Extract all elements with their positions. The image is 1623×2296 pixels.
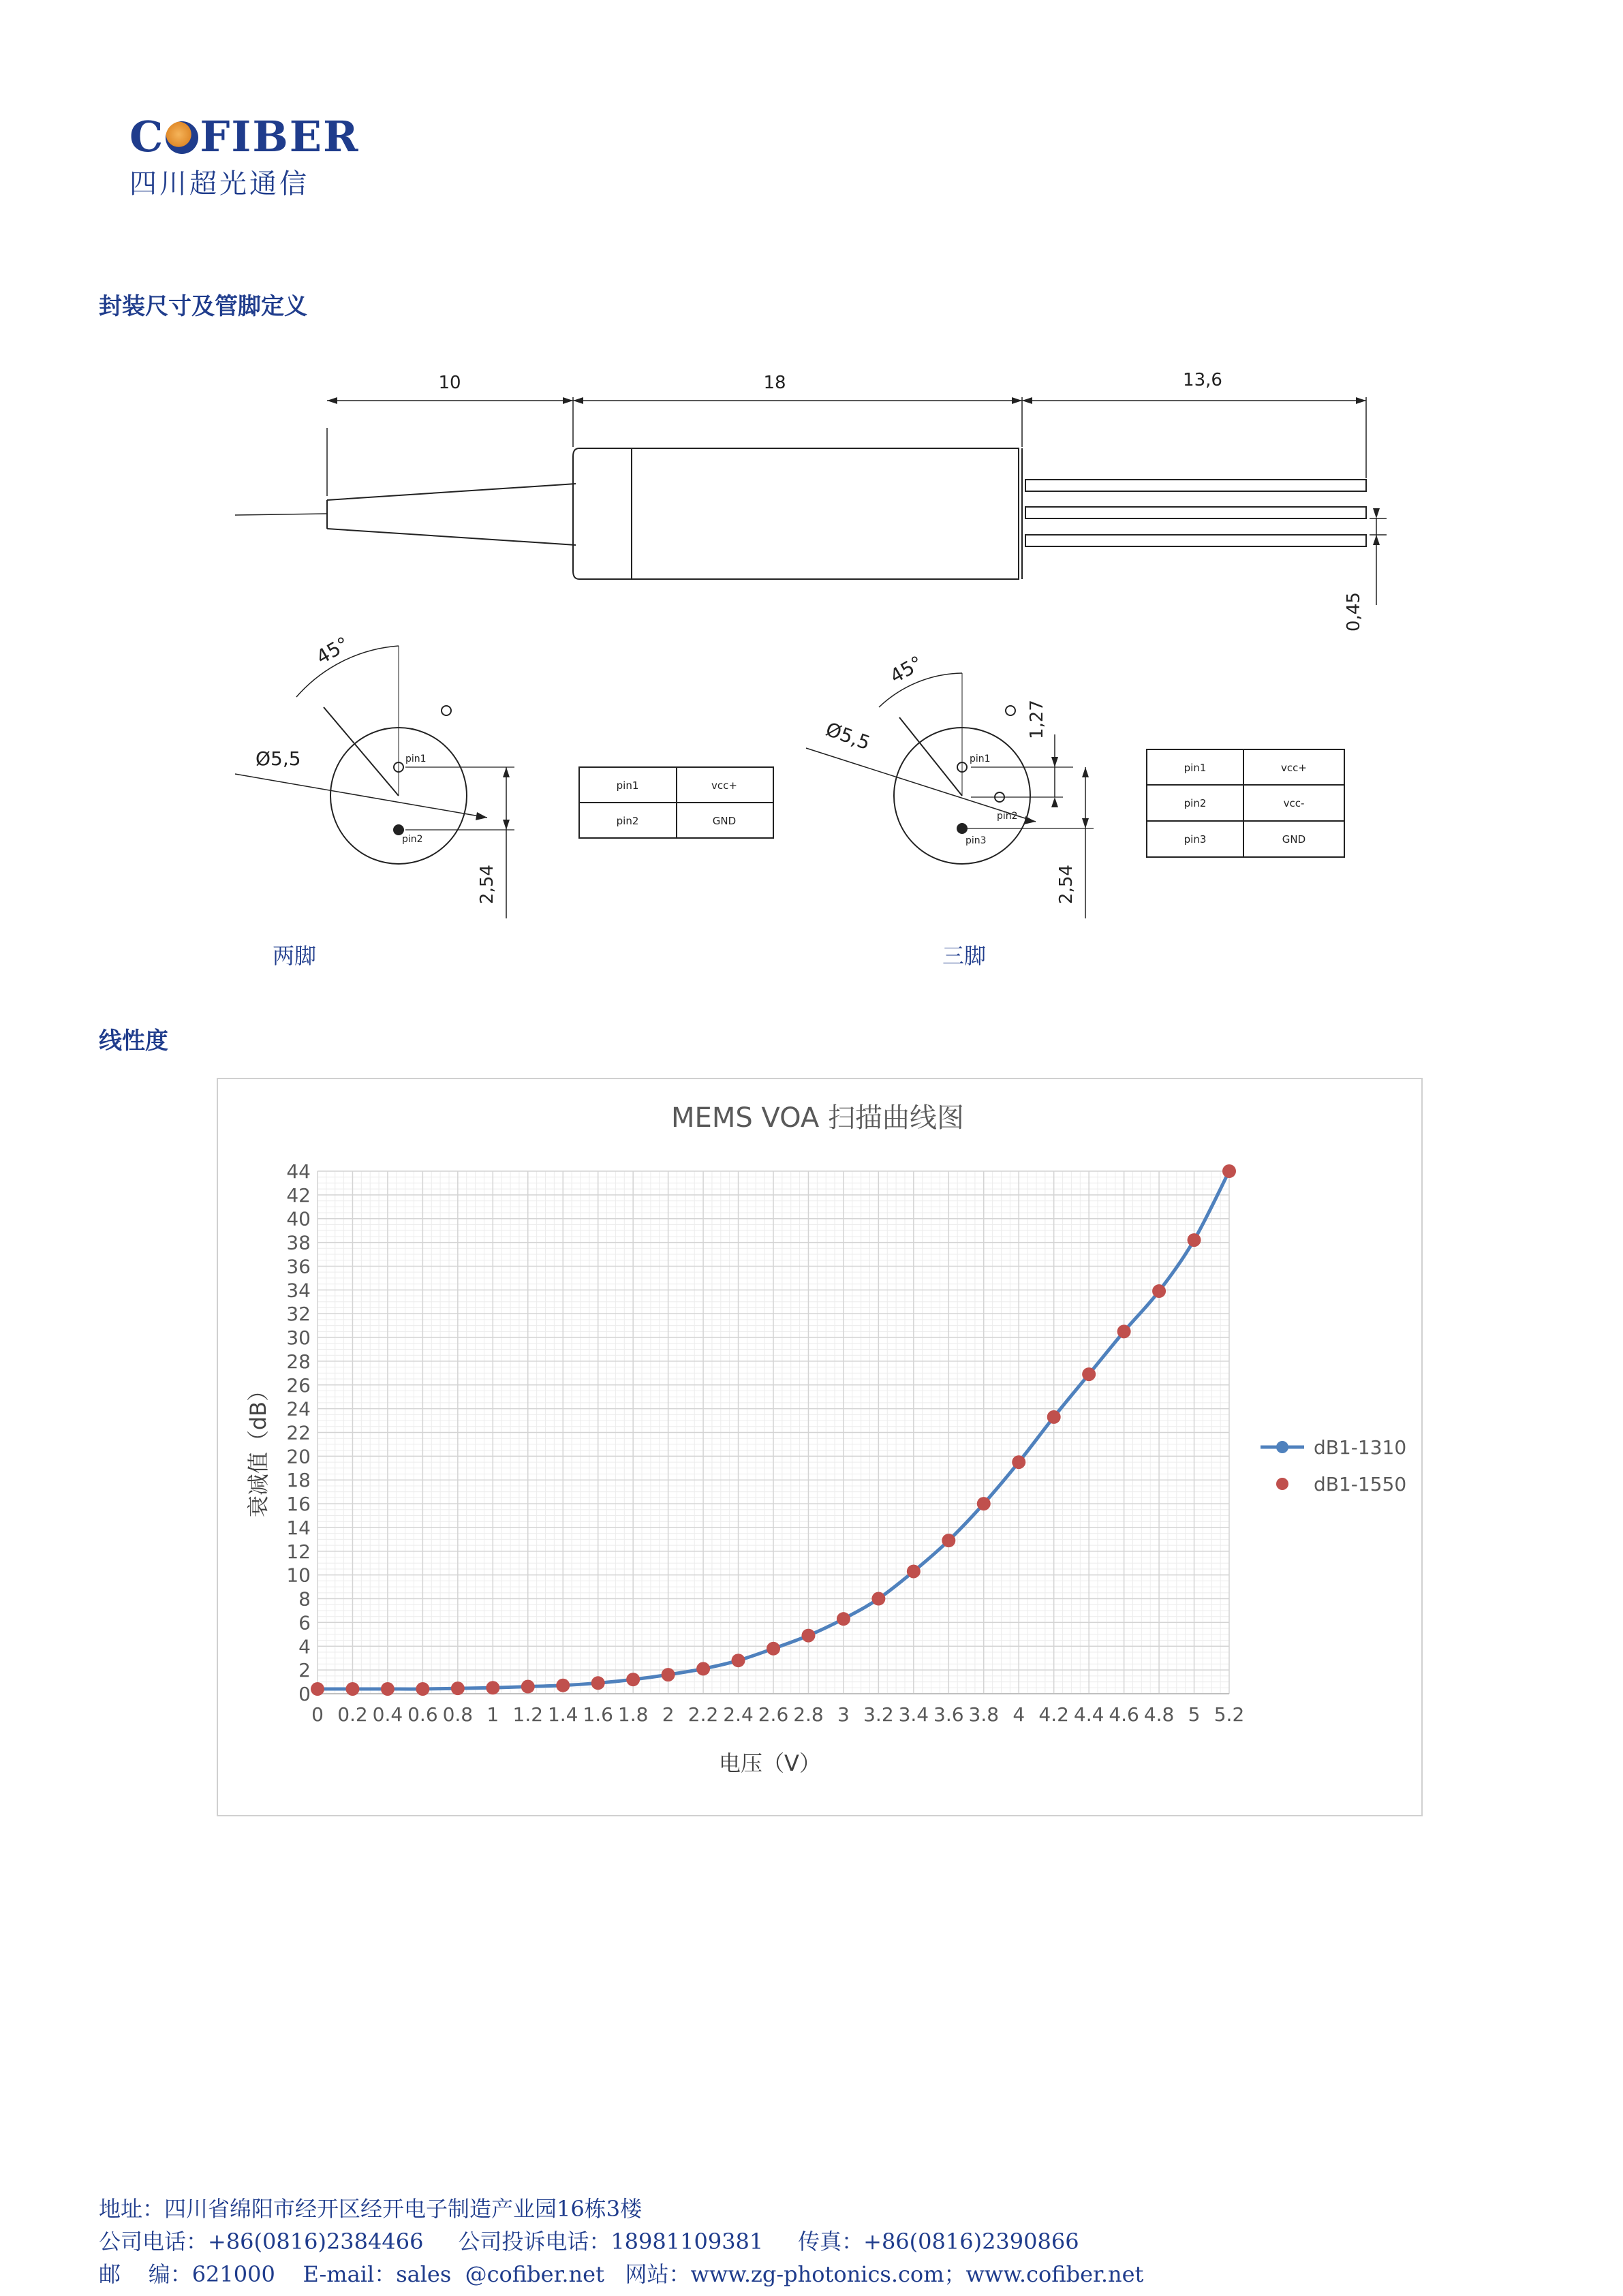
y-tick-label: 18: [286, 1469, 311, 1492]
y-tick-label: 38: [286, 1231, 311, 1254]
pin-label-left-pin1: pin1: [405, 754, 427, 764]
series-point-dB1-1550: [907, 1564, 921, 1578]
footer-address: 地址：四川省绵阳市经开区经开电子制造产业园16栋3楼: [99, 2196, 643, 2222]
footer-phones: 公司电话：+86(0816)2384466 公司投诉电话：18981109381 传真：+86(0816)2390866: [99, 2229, 1079, 2254]
legend-marker-dB1-1310: [1276, 1441, 1288, 1453]
pin-table-2-r2-c1: pin2: [616, 815, 639, 827]
series-point-dB1-1550: [1188, 1233, 1201, 1247]
series-point-dB1-1550: [801, 1629, 815, 1643]
pin-table-3-r2-c1: pin2: [1184, 797, 1207, 809]
pin-label-right-pin3: pin3: [965, 835, 987, 846]
section-title-linearity: 线性度: [99, 1027, 168, 1055]
y-tick-label: 20: [286, 1445, 311, 1468]
chart-axes: [286, 1160, 1244, 1726]
logo-globe-icon: [166, 121, 198, 154]
series-point-dB1-1550: [345, 1682, 359, 1696]
series-point-dB1-1550: [1082, 1367, 1096, 1381]
y-tick-label: 2: [298, 1659, 311, 1682]
y-tick-label: 28: [286, 1350, 311, 1373]
pin-label-right-pin2: pin2: [997, 811, 1018, 822]
series-point-dB1-1550: [416, 1682, 429, 1696]
y-tick-label: 30: [286, 1327, 311, 1350]
y-tick-label: 0: [298, 1683, 311, 1705]
footer-contact: 邮 编：621000 E-mail：sales @cofiber.net 网站：www.zg-photonics.com；www.cofiber.net: [99, 2261, 1144, 2287]
x-tick-label: 0: [311, 1703, 324, 1726]
pin-table-3-r1-c1: pin1: [1184, 762, 1207, 774]
diameter-label-left: Ø5,5: [256, 747, 301, 770]
y-tick-label: 36: [286, 1255, 311, 1278]
chart-title: MEMS VOA 扫描曲线图: [671, 1102, 964, 1134]
page-footer: [99, 2192, 1598, 2291]
pin-table-2-r1-c1: pin1: [616, 779, 639, 792]
logo-subtitle: 四川超光通信: [129, 168, 309, 200]
y-tick-label: 44: [286, 1160, 311, 1183]
y-tick-label: 16: [286, 1493, 311, 1516]
chart-x-axis-label: 电压（V）: [719, 1750, 821, 1776]
x-tick-label: 3: [837, 1703, 850, 1726]
series-point-dB1-1550: [521, 1680, 535, 1694]
dim-label-13-6: 13,6: [1183, 370, 1222, 390]
company-logo: [129, 112, 416, 200]
series-point-dB1-1550: [486, 1681, 499, 1694]
series-point-dB1-1550: [1152, 1284, 1166, 1298]
series-point-dB1-1550: [942, 1534, 955, 1547]
pin-table-3-r3-c2: GND: [1282, 833, 1306, 846]
dim-label-18: 18: [763, 373, 786, 393]
chart-legend: [1261, 1436, 1406, 1495]
x-tick-label: 2.2: [687, 1703, 719, 1726]
x-tick-label: 1.6: [583, 1703, 613, 1726]
pin-label-left-pin2: pin2: [402, 834, 423, 845]
x-tick-label: 3.6: [933, 1703, 964, 1726]
series-point-dB1-1550: [626, 1673, 640, 1686]
pin-table-2-r1-c2: vcc+: [711, 779, 737, 792]
x-tick-label: 3.2: [863, 1703, 894, 1726]
y-tick-label: 24: [286, 1397, 311, 1421]
series-point-dB1-1550: [381, 1682, 395, 1696]
x-tick-label: 2.8: [793, 1703, 824, 1726]
x-tick-label: 5: [1188, 1703, 1201, 1726]
x-tick-label: 1.8: [617, 1703, 649, 1726]
x-tick-label: 4.8: [1143, 1703, 1175, 1726]
y-tick-label: 22: [286, 1421, 311, 1444]
angle-label-left: 45°: [312, 632, 353, 669]
series-point-dB1-1550: [311, 1682, 324, 1696]
y-tick-label: 34: [286, 1279, 311, 1302]
x-tick-label: 2.4: [723, 1703, 754, 1726]
x-tick-label: 3.8: [968, 1703, 1000, 1726]
series-point-dB1-1550: [556, 1679, 570, 1692]
chart-y-axis-label: 衰减值（dB）: [245, 1379, 271, 1518]
x-tick-label: 2: [662, 1703, 675, 1726]
legend-marker-dB1-1550: [1276, 1478, 1288, 1490]
y-tick-label: 10: [286, 1564, 311, 1587]
x-tick-label: 4.4: [1073, 1703, 1104, 1726]
pin-table-3-r1-c2: vcc+: [1281, 762, 1307, 774]
diameter-label-right: Ø5,5: [822, 717, 874, 755]
chart-canvas: [218, 1079, 1421, 1815]
series-point-dB1-1550: [662, 1668, 675, 1681]
pin-label-right-pin1: pin1: [970, 754, 991, 764]
x-tick-label: 5.2: [1214, 1703, 1245, 1726]
package-drawing: [235, 326, 1397, 918]
x-tick-label: 4.6: [1109, 1703, 1139, 1726]
dim-label-10: 10: [438, 373, 461, 393]
angle-label-right: 45°: [886, 651, 927, 688]
y-tick-label: 12: [286, 1540, 311, 1563]
series-point-dB1-1550: [837, 1612, 850, 1626]
y-tick-label: 26: [286, 1374, 311, 1397]
series-point-dB1-1550: [591, 1676, 605, 1690]
series-point-dB1-1550: [871, 1592, 885, 1606]
x-tick-label: 2.6: [758, 1703, 789, 1726]
x-tick-label: 0.2: [337, 1703, 368, 1726]
legend-label-dB1-1310: dB1-1310: [1314, 1436, 1407, 1459]
pin-table-2-r2-c2: GND: [712, 815, 737, 827]
x-tick-label: 0.6: [407, 1703, 438, 1726]
series-point-dB1-1550: [1117, 1324, 1131, 1338]
y-tick-label: 4: [298, 1635, 311, 1658]
y-tick-label: 40: [286, 1207, 311, 1230]
pin-table-3-r3-c1: pin3: [1184, 833, 1207, 846]
pin-table-3-r2-c2: vcc-: [1283, 797, 1305, 809]
y-tick-label: 8: [298, 1587, 311, 1611]
series-point-dB1-1550: [1012, 1455, 1025, 1469]
y-tick-label: 42: [286, 1183, 311, 1207]
series-point-dB1-1550: [451, 1681, 465, 1695]
dim-label-0-45: 0,45: [1344, 592, 1364, 632]
series-point-dB1-1550: [732, 1654, 745, 1667]
voa-scan-chart: [217, 1078, 1423, 1816]
x-tick-label: 3.4: [898, 1703, 929, 1726]
x-tick-label: 1: [486, 1703, 499, 1726]
series-point-dB1-1550: [1222, 1164, 1236, 1178]
series-point-dB1-1550: [1047, 1410, 1061, 1424]
x-tick-label: 4: [1013, 1703, 1025, 1726]
series-point-dB1-1550: [977, 1497, 991, 1510]
caption-three-pin: 三脚: [942, 943, 987, 969]
chart-grid: [318, 1171, 1229, 1694]
dim-label-1-27: 1,27: [1027, 700, 1047, 739]
legend-label-dB1-1550: dB1-1550: [1314, 1473, 1407, 1495]
x-tick-label: 4.2: [1038, 1703, 1069, 1726]
x-tick-label: 1.2: [512, 1703, 544, 1726]
series-point-dB1-1550: [767, 1642, 780, 1656]
x-tick-label: 0.8: [442, 1703, 474, 1726]
series-point-dB1-1550: [696, 1662, 710, 1675]
y-tick-label: 14: [286, 1516, 311, 1539]
caption-two-pin: 两脚: [273, 943, 317, 969]
dim-label-2-54-left: 2,54: [477, 865, 497, 904]
x-tick-label: 0.4: [372, 1703, 403, 1726]
y-tick-label: 6: [298, 1611, 311, 1634]
logo-brand: C FIBER: [129, 112, 360, 161]
x-tick-label: 1.4: [547, 1703, 578, 1726]
section-title-package: 封装尺寸及管脚定义: [99, 293, 307, 320]
dim-label-2-54-right: 2,54: [1056, 865, 1077, 904]
y-tick-label: 32: [286, 1303, 311, 1326]
